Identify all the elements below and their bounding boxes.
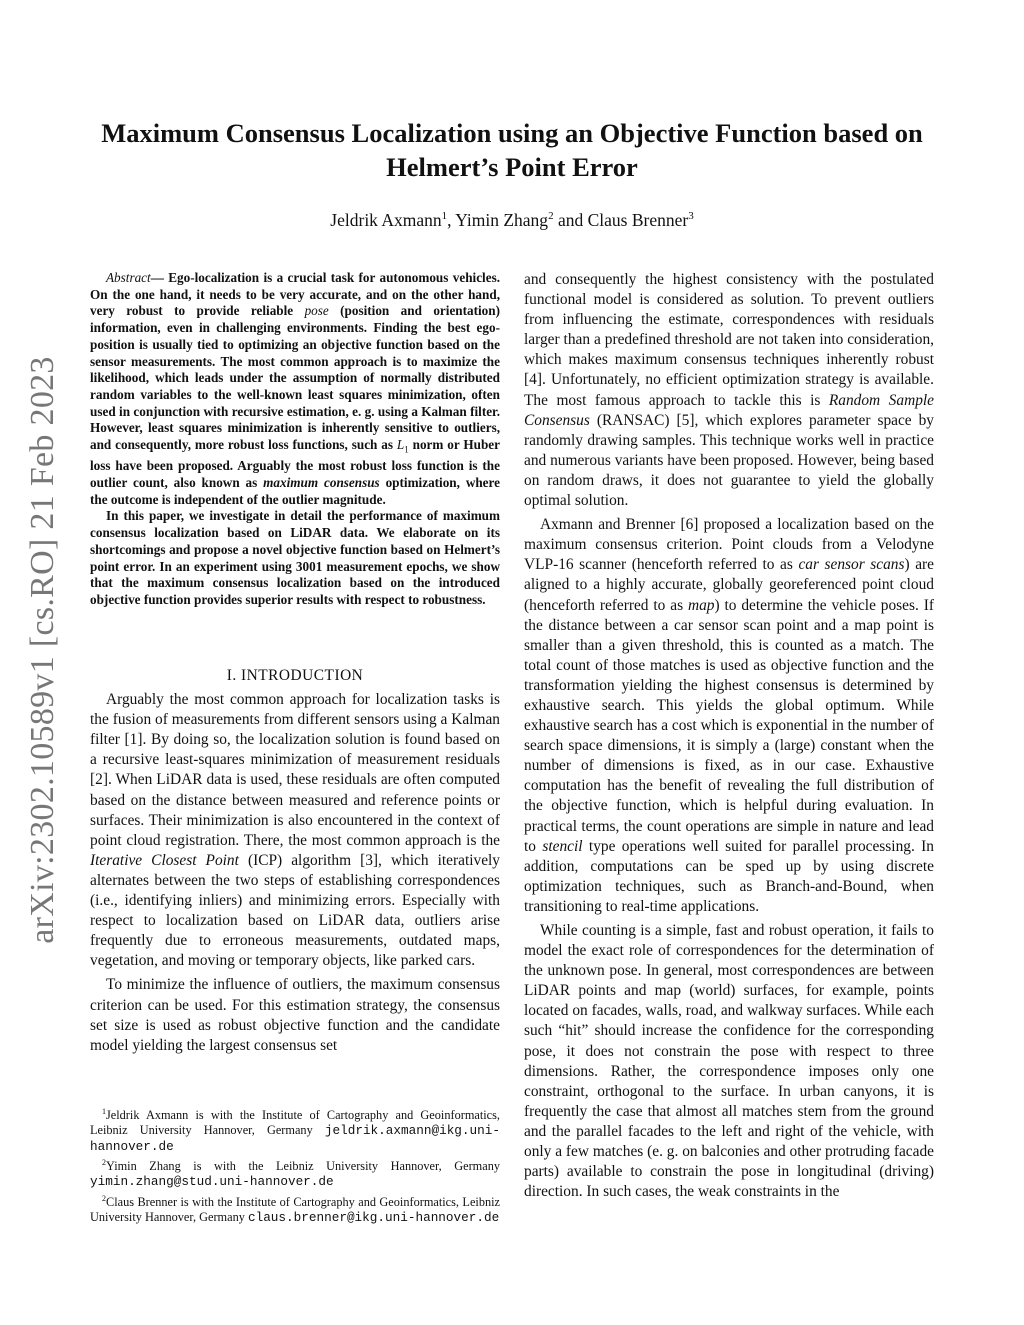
abstract-text: Ego-localization is a crucial task for autonomous vehicles. On the one hand, it needs to be very accurate, and on the other hand, very robust to provide reliable (90, 270, 500, 319)
abstract-label: Abstract (106, 270, 151, 285)
footnote-text: Jeldrik Axmann is with the Institute of Cartography and Geoinformatics, Leibniz University Hannover, Germany (90, 1108, 500, 1138)
body-emphasis: Iterative Closest Point (90, 851, 239, 869)
section-heading: I. INTRODUCTION (226, 667, 364, 684)
footnote-3 (90, 1191, 500, 1226)
body-text: Arguably the most common approach for localization tasks is the fusion of measurements from different sensors using a Kalman filter [1]. By doing so, the localization solution is found based on a recursive least-squares minimization of measurement residuals [2]. When LiDAR data is used, these residuals are often computed based on the distance between measured and reference points or surfaces. Their minimization is also encountered in the context of point cloud registration. There, the most common approach is the (90, 691, 500, 849)
paper-title: Maximum Consensus Localization using an Objective Function based on Helmert’s Point Error (101, 118, 923, 182)
footnote-email[interactable]: yimin.zhang@stud.uni-hannover.de (90, 1174, 334, 1190)
author-3-affiliation-mark: 3 (688, 210, 694, 223)
footnote-mark: 2 (102, 1157, 106, 1167)
author-separator: and (553, 210, 588, 230)
body-text: ) to determine the vehicle poses. If the distance between a car sensor scan point and a map point is smaller than a given threshold, this is counted as a match. The total count of those matches is used as objective function and the transformation yielding the highest consensus is determined by exhaustive search. This yields the global optimum. While exhaustive search has a cost which is exponential in the number of search space dimensions, it is simply a (large) constant when the number of dimensions is fixed, as in our case. Exhaustive computation has the benefit of revealing the full distribution of the objective function, which is helpful during evaluation. In practical terms, the count operations are simple in nature and lead to (524, 596, 934, 855)
abstract-paragraph-2: In this paper, we investigate in detail the performance of maximum consensus localization based on LiDAR data. We elaborate on its shortcomings and propose a novel objective function based on Helmert’s point error. In an experiment using 3001 measurement epochs, we show that the maximum consensus localization based on the introduced objective function provides superior results with respect to robustness. (90, 508, 500, 607)
body-emphasis: car sensor scans (798, 556, 905, 574)
body-text: (ICP) algorithm [3], which iteratively alternates between the two steps of establishing correspondences (i.e., identifying inliers) and minimizing errors. Especially with respect to localization based on LiDAR data, outliers arise frequently due to erroneous measurements, outdated maps, vegetation, and moving or temporary objects, like parked cars. (90, 851, 500, 970)
footnote-text: Yimin Zhang is with the Leibniz University Hannover, Germany (106, 1159, 500, 1174)
body-text: ) are aligned to a highly accurate, globally georeferenced point cloud (henceforth referred to as (524, 556, 934, 614)
introduction-section (90, 666, 500, 1056)
intro-paragraph-2: To minimize the influence of outliers, the maximum consensus criterion can be used. For this estimation strategy, the consensus set size is used as robust objective function and the candidate model yielding the largest consensus set (90, 976, 500, 1054)
abstract-math-l1: L (396, 437, 405, 453)
arxiv-identifier-stamp (24, 350, 61, 950)
author-2-affiliation-mark: 2 (548, 210, 554, 223)
abstract-text: norm or Huber loss have been proposed. Arguably the most robust loss function is the outlier count, also known as (90, 437, 501, 491)
body-emphasis: stencil (542, 837, 583, 855)
author-1: Jeldrik Axmann (330, 210, 442, 230)
author-2: Yimin Zhang (455, 210, 549, 230)
abstract-math-subscript: 1 (404, 444, 409, 455)
author-line (90, 210, 934, 231)
intro-paragraph-1 (90, 690, 500, 971)
abstract (90, 270, 500, 609)
footnotes (90, 1104, 500, 1226)
body-text: and consequently the highest consistency with the postulated functional model is considered as solution. To prevent outliers from influencing the estimate, correspondences with residuals larger than a predefined threshold are not taken into consideration, which makes maximum consensus techniques inherently robust [4]. Unfortunately, no efficient optimization strategy is available. The most famous approach to tackle this is (524, 271, 934, 409)
footnote-mark: 2 (102, 1193, 106, 1203)
author-1-affiliation-mark: 1 (441, 210, 448, 223)
arxiv-identifier-text: arXiv:2302.10589v1 [cs.RO] 21 Feb 2023 (24, 356, 61, 944)
footnote-email[interactable]: claus.brenner@ikg.uni-hannover.de (247, 1210, 500, 1226)
author-separator: , (447, 210, 456, 230)
body-text: Axmann and Brenner [6] proposed a localization based on the maximum consensus criterion. Point clouds from a Velodyne VLP-16 scanner (henceforth referred to as (524, 516, 934, 574)
abstract-text: optimization, where the outcome is independent of the outlier magnitude. (90, 475, 501, 507)
right-paragraph-3: While counting is a simple, fast and robust operation, it fails to model the exact role of correspondences for the determination of the unknown pose. In general, most correspondences are between LiDAR points and map (world) surfaces, for example, points located on facades, walls, road, and walkway surfaces. While each such “hit” should increase the confidence for the corresponding pose, it does not constrain the pose with respect to three dimensions. Rather, the correspondence imposes only one constraint, orthogonal to the surface. In urban canyons, it is frequently the case that almost all matches stem from the ground and the parallel facades to the left and right of the vehicle, with only a few matches (e. g. on balconies and other protruding facade parts) available to constrain the pose in longitudinal (driving) direction. In such cases, the weak constraints in the (524, 922, 934, 1201)
footnote-text: Claus Brenner is with the Institute of Cartography and Geoinformatics, Leibniz University Hannover, Germany (90, 1194, 500, 1225)
abstract-text: (position and orientation) information, even in challenging environments. Finding the best ego-position is usually tied to optimizing an objective function based on the sensor measurements. The most common approach is to maximize the likelihood, which leads under the assumption of normally distributed random variables to the well-known least squares minimization, often used in conjunction with recursive estimation, e. g. using a Kalman filter. However, least squares minimization is inherently sensitive to outliers, and consequently, more robust loss functions, such as (90, 303, 500, 453)
author-3: Claus Brenner (587, 210, 689, 230)
footnote-email[interactable]: jeldrik.axmann@ikg.uni-hannover.de (90, 1123, 500, 1154)
abstract-emphasis: maximum consensus (263, 475, 380, 491)
body-emphasis: map (687, 596, 715, 614)
abstract-dash: — (150, 270, 169, 285)
footnote-1 (90, 1104, 500, 1154)
right-paragraph-2 (524, 515, 934, 917)
abstract-paragraph-1 (90, 270, 500, 508)
body-emphasis: Random Sample Consensus (524, 391, 934, 429)
right-paragraph-1 (524, 270, 934, 511)
right-column (524, 270, 934, 1202)
footnote-mark: 1 (102, 1107, 106, 1116)
abstract-emphasis: pose (304, 303, 329, 319)
body-text: (RANSAC) [5], which explores parameter space by randomly drawing samples. This technique works well in practice and numerous variants have been proposed. However, being based on random draws, it does not guarantee to yield the globally optimal solution. (524, 411, 934, 510)
body-text: type operations well suited for parallel processing. In addition, computations can be sped up by using discrete optimization techniques, such as Branch-and-Bound, when transitioning to real-time applications. (524, 837, 934, 915)
footnote-2 (90, 1155, 500, 1190)
